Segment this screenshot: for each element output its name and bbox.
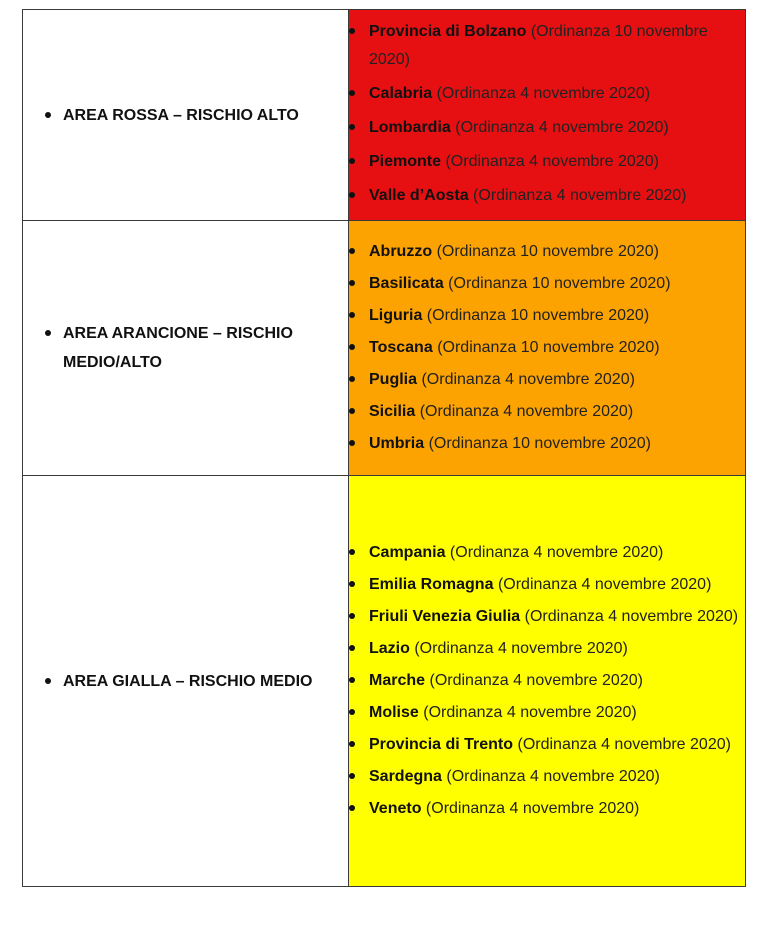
table-row-red — [23, 10, 746, 221]
ordinance-note: (Ordinanza 4 novembre 2020) — [497, 576, 712, 593]
bullet-icon — [349, 805, 355, 811]
area-label — [23, 319, 348, 377]
ordinance-note: (Ordinanza 10 novembre 2020) — [428, 435, 651, 452]
region-name: Basilicata — [369, 275, 444, 292]
list-item — [349, 366, 745, 394]
ordinance-note: (Ordinanza 10 novembre 2020) — [369, 22, 708, 68]
region-name: Campania — [369, 544, 446, 561]
region-name: Provincia di Trento — [369, 736, 514, 753]
region-name: Calabria — [369, 84, 433, 102]
regions-cell — [349, 221, 746, 476]
region-text — [369, 699, 637, 727]
risk-zones-table — [22, 9, 746, 887]
region-name: Valle d’Aosta — [369, 186, 469, 204]
list-item — [349, 430, 745, 458]
area-label — [23, 101, 348, 130]
bullet-icon — [349, 741, 355, 747]
area-cell — [23, 476, 349, 887]
ordinance-note: (Ordinanza 10 novembre 2020) — [426, 307, 650, 324]
bullet-icon — [349, 90, 355, 96]
area-label — [23, 667, 348, 696]
ordinance-note: (Ordinanza 4 novembre 2020) — [524, 608, 739, 625]
area-cell — [23, 221, 349, 476]
bullet-icon — [349, 28, 355, 34]
bullet-icon — [349, 312, 355, 318]
regions-cell — [349, 476, 746, 887]
ordinance-note: (Ordinanza 4 novembre 2020) — [446, 768, 660, 785]
region-name: Lazio — [369, 640, 410, 657]
region-name: Sardegna — [369, 768, 442, 785]
region-text — [369, 334, 660, 362]
ordinance-note: (Ordinanza 4 novembre 2020) — [517, 736, 731, 753]
list-item — [349, 667, 745, 695]
region-text — [369, 238, 659, 266]
region-list — [349, 539, 745, 823]
ordinance-note: (Ordinanza 4 novembre 2020) — [473, 186, 687, 204]
bullet-icon — [45, 678, 51, 684]
region-name: Veneto — [369, 800, 422, 817]
region-name: Umbria — [369, 435, 425, 452]
region-text — [369, 148, 659, 176]
region-name: Friuli Venezia Giulia — [369, 608, 521, 625]
region-text — [369, 603, 738, 631]
region-text — [369, 635, 628, 663]
ordinance-note: (Ordinanza 10 novembre 2020) — [437, 339, 660, 356]
region-name: Sicilia — [369, 403, 416, 420]
region-name: Abruzzo — [369, 243, 433, 260]
list-item — [349, 571, 745, 599]
region-text — [369, 667, 643, 695]
list-item — [349, 238, 745, 266]
region-text — [369, 80, 650, 108]
region-name: Emilia Romagna — [369, 576, 494, 593]
ordinance-note: (Ordinanza 4 novembre 2020) — [425, 800, 640, 817]
bullet-icon — [349, 124, 355, 130]
region-text — [369, 571, 711, 599]
ordinance-note: (Ordinanza 4 novembre 2020) — [436, 84, 651, 102]
bullet-icon — [349, 645, 355, 651]
area-cell — [23, 10, 349, 221]
region-name: Liguria — [369, 307, 423, 324]
list-item — [349, 795, 745, 823]
region-name: Lombardia — [369, 118, 451, 136]
area-title: AREA ROSSA – RISCHIO ALTO — [63, 106, 299, 124]
region-list — [349, 238, 745, 458]
list-item — [349, 182, 745, 210]
list-item — [349, 731, 745, 759]
region-text — [369, 302, 649, 330]
region-name: Toscana — [369, 339, 433, 356]
list-item — [349, 18, 745, 74]
list-item — [349, 270, 745, 298]
area-title: AREA GIALLA – RISCHIO MEDIO — [63, 672, 313, 690]
table-row-orange — [23, 221, 746, 476]
list-item — [349, 398, 745, 426]
ordinance-note: (Ordinanza 4 novembre 2020) — [419, 403, 634, 420]
bullet-icon — [349, 549, 355, 555]
region-text — [369, 430, 651, 458]
region-text — [369, 731, 731, 759]
region-name: Molise — [369, 704, 419, 721]
region-text — [369, 182, 687, 210]
ordinance-note: (Ordinanza 4 novembre 2020) — [414, 640, 628, 657]
bullet-icon — [349, 344, 355, 350]
bullet-icon — [349, 192, 355, 198]
area-title: AREA ARANCIONE – RISCHIO MEDIO/ALTO — [63, 325, 293, 371]
ordinance-note: (Ordinanza 4 novembre 2020) — [429, 672, 643, 689]
list-item — [349, 114, 745, 142]
bullet-icon — [349, 280, 355, 286]
bullet-icon — [45, 112, 51, 118]
region-name: Piemonte — [369, 152, 442, 170]
region-text — [369, 539, 663, 567]
list-item — [349, 763, 745, 791]
list-item — [349, 80, 745, 108]
regions-cell — [349, 10, 746, 221]
ordinance-note: (Ordinanza 10 novembre 2020) — [436, 243, 659, 260]
region-text — [369, 763, 660, 791]
region-name: Marche — [369, 672, 426, 689]
region-text — [369, 270, 671, 298]
bullet-icon — [349, 440, 355, 446]
bullet-icon — [349, 248, 355, 254]
list-item — [349, 539, 745, 567]
ordinance-note: (Ordinanza 4 novembre 2020) — [445, 152, 659, 170]
region-text — [369, 795, 639, 823]
bullet-icon — [349, 709, 355, 715]
list-item — [349, 334, 745, 362]
region-text — [369, 114, 669, 142]
bullet-icon — [45, 330, 51, 336]
bullet-icon — [349, 581, 355, 587]
bullet-icon — [349, 376, 355, 382]
list-item — [349, 302, 745, 330]
bullet-icon — [349, 613, 355, 619]
table-row-yellow — [23, 476, 746, 887]
ordinance-note: (Ordinanza 4 novembre 2020) — [423, 704, 637, 721]
ordinance-note: (Ordinanza 4 novembre 2020) — [421, 371, 635, 388]
ordinance-note: (Ordinanza 10 novembre 2020) — [448, 275, 671, 292]
bullet-icon — [349, 677, 355, 683]
ordinance-note: (Ordinanza 4 novembre 2020) — [449, 544, 664, 561]
list-item — [349, 635, 745, 663]
region-name: Puglia — [369, 371, 418, 388]
list-item — [349, 699, 745, 727]
bullet-icon — [349, 158, 355, 164]
list-item — [349, 603, 745, 631]
region-text — [369, 18, 745, 74]
region-text — [369, 398, 633, 426]
ordinance-note: (Ordinanza 4 novembre 2020) — [455, 118, 669, 136]
bullet-icon — [349, 408, 355, 414]
list-item — [349, 148, 745, 176]
region-list — [349, 18, 745, 210]
region-name: Provincia di Bolzano — [369, 22, 527, 40]
region-text — [369, 366, 635, 394]
bullet-icon — [349, 773, 355, 779]
